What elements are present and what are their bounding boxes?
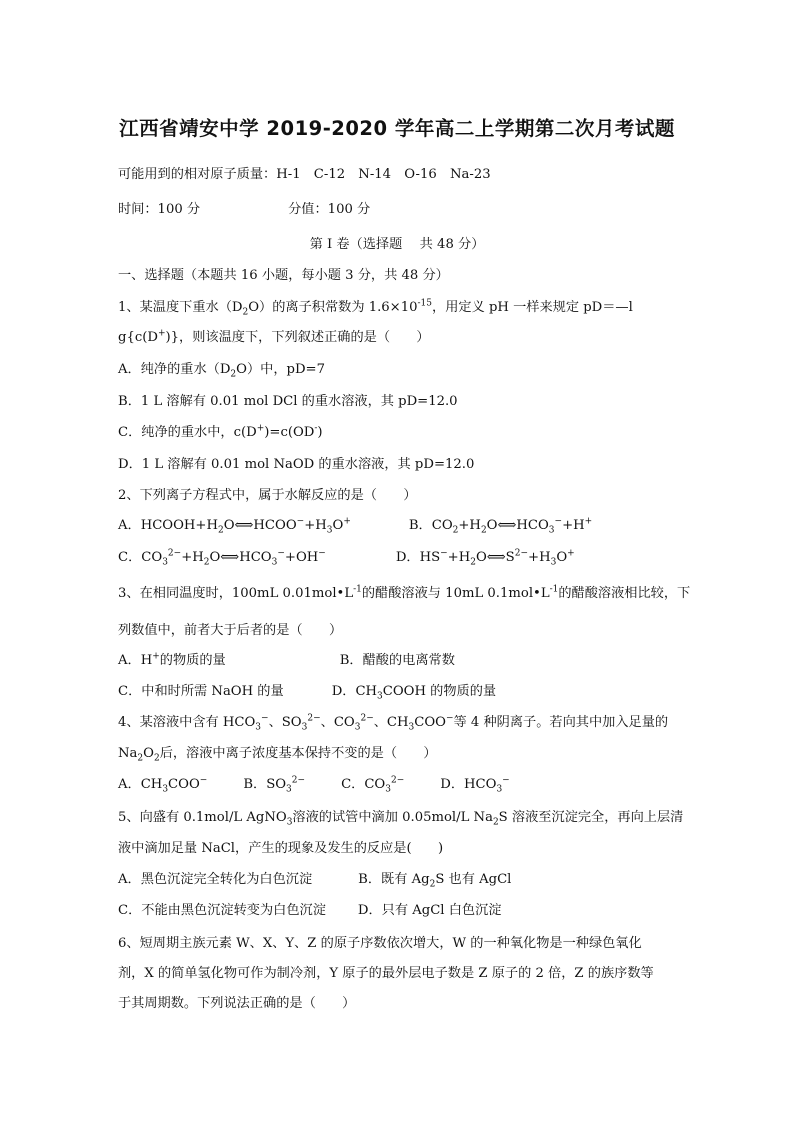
exam-time: 时间：100 分 — [118, 202, 201, 217]
time-score-line — [118, 200, 370, 220]
q4-option-c: C．$CO_3^{2-}$ — [341, 775, 405, 795]
q5-stem-line2: 液中滴加足量 NaCl，产生的现象及发生的反应是( ) — [118, 841, 444, 856]
q5-stem-line1: 5、向盛有 0.1mol/L AgNO$_3$溶液的试管中滴加 0.05mol/L $Na_2S$ 溶液至沉淀完全，再向上层清 — [118, 810, 684, 828]
q4-option-d: D．$HCO_3^-$ — [440, 775, 510, 795]
q4-stem-line2: $Na_2O_2$后，溶液中离子浓度基本保持不变的是（ ） — [118, 746, 437, 764]
q4-options — [118, 775, 510, 795]
q5-options-cd — [118, 901, 501, 921]
q1-stem-line2: g{c(D+)}，则该温度下，下列叙述正确的是（ ） — [118, 328, 430, 345]
q2-options-ab — [118, 516, 592, 536]
exam-title: 江西省靖安中学 2019-2020 学年高二上学期第二次月考试题 — [119, 117, 675, 140]
q2-option-a: A．$HCOOH+H_2O⟺HCOO^-+H_3O^+$ — [118, 516, 351, 536]
q3-options-cd — [118, 682, 496, 702]
q3-stem-line2: 列数值中，前者大于后者的是（ ） — [118, 623, 343, 638]
q5-option-b: B．既有 $Ag_2S$ 也有 AgCl — [358, 872, 512, 890]
q6-stem-line1: 6、短周期主族元素 W、X、Y、Z 的原子序数依次增大，W 的一种氧化物是一种绿色氧化 — [118, 936, 642, 951]
section-title: 第 I 卷（选择题 共 48 分） — [309, 237, 485, 252]
q4-stem-line1: 4、某溶液中含有 $HCO_3^-$、$SO_3^{2-}$、$CO_3^{2-}$、$CH_3COO^-$等 4 种阴离子。若向其中加入足量的 — [118, 713, 669, 733]
q2-stem: 2、下列离子方程式中，属于水解反应的是（ ） — [118, 488, 417, 503]
q6-stem-line3: 于其周期数。下列说法正确的是（ ） — [118, 996, 356, 1011]
q5-option-a: A．黑色沉淀完全转化为白色沉淀 — [118, 872, 313, 887]
q4-option-a: A．$CH_3COO^-$ — [118, 775, 208, 795]
q5-option-d: D．只有 AgCl 白色沉淀 — [357, 903, 502, 918]
q6-stem-line2: 剂，X 的简单氢化物可作为制冷剂，Y 原子的最外层电子数是 Z 原子的 2 倍，Z 的族序数等 — [118, 966, 654, 981]
q1-option-b: B．1 L 溶解有 0.01 mol DCl 的重水溶液，其 pD=12.0 — [118, 394, 458, 409]
q3-options-ab — [118, 651, 455, 671]
exam-score: 分值：100 分 — [288, 202, 371, 217]
q3-stem-line1: 3、在相同温度时，100mL $0.01mol•L^{-1}$的醋酸溶液与 10mL $0.1mol•L^{-1}$的醋酸溶液相比较，下 — [118, 584, 691, 601]
q3-option-d: D．$CH_3COOH$ 的物质的量 — [331, 684, 497, 702]
q5-options-ab — [118, 870, 511, 890]
q3-option-b: B．醋酸的电离常数 — [339, 653, 455, 668]
atomic-masses-line: 可能用到的相对原子质量：H-1 C-12 N-14 O-16 Na-23 — [118, 167, 491, 182]
q3-option-a: A．H+的物质的量 — [118, 651, 226, 668]
q1-stem-line1: 1、某温度下重水$(D_2O)$的离子积常数为 $1.6\times 10^{-15}$，用定义 pH 一样来规定 pD＝—l — [118, 298, 633, 318]
q1-option-c: C．纯净的重水中，c(D+)=c(OD-) — [118, 423, 323, 440]
q1-option-d: D．1 L 溶解有 0.01 mol NaOD 的重水溶液，其 pD=12.0 — [118, 457, 475, 472]
part1-heading: 一、选择题（本题共 16 小题，每小题 3 分，共 48 分） — [118, 268, 449, 283]
q2-option-d: D．$HS^-+H_2O⟺S^{2-}+H_3O^+$ — [395, 548, 575, 568]
q2-options-cd — [118, 548, 575, 568]
q4-option-b: B．$SO_3^{2-}$ — [243, 775, 306, 795]
q2-option-b: B．$CO_2+H_2O⟺HCO_3^-+H^+$ — [408, 516, 593, 536]
q1-option-a: A．纯净的重水$(D_2O)$中，pD=7 — [118, 362, 325, 380]
q3-option-c: C．中和时所需 NaOH 的量 — [118, 684, 284, 699]
q2-option-c: C．$CO_3^{2-}+H_2O⟺HCO_3^-+OH^-$ — [118, 548, 326, 568]
q5-option-c: C．不能由黑色沉淀转变为白色沉淀 — [118, 903, 326, 918]
